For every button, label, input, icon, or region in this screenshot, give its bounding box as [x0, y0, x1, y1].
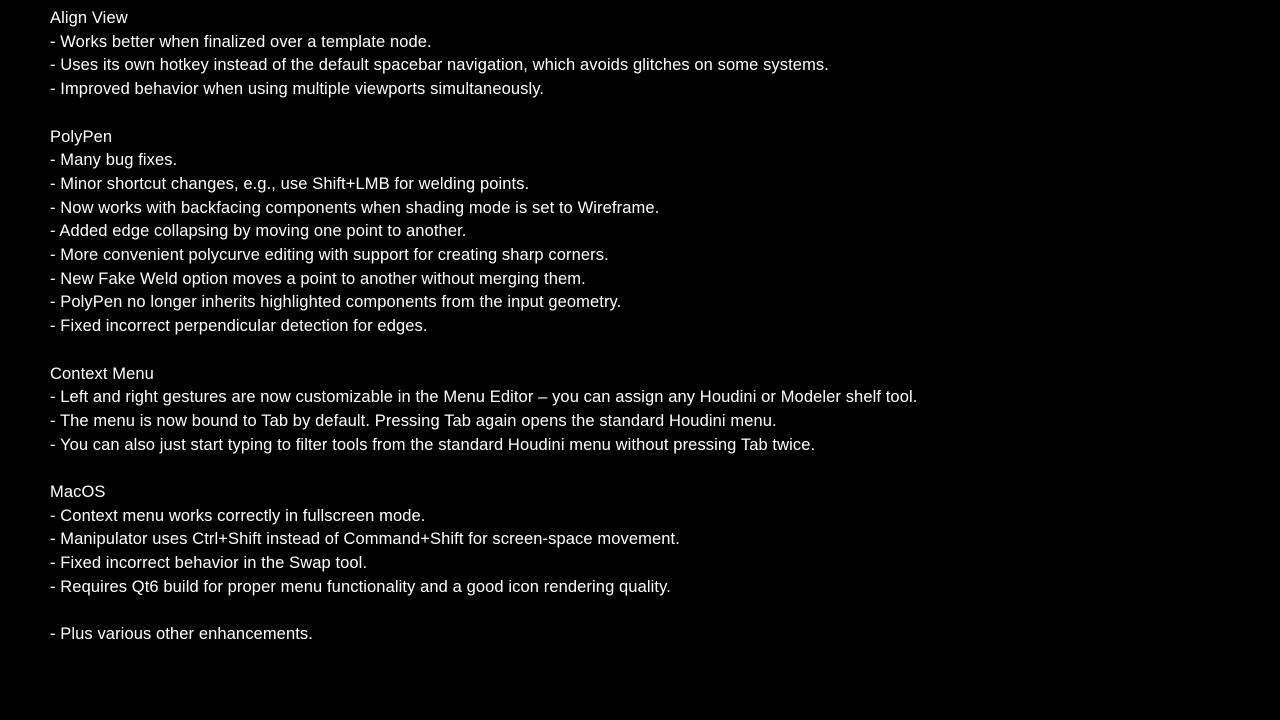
note-line: - Added edge collapsing by moving one point to another.	[50, 222, 467, 241]
note-line: - Context menu works correctly in fullscreen mode.	[50, 506, 426, 525]
note-line: - Fixed incorrect perpendicular detection for edges.	[50, 317, 428, 336]
section-polypen	[50, 126, 1240, 339]
note-line: - More convenient polycurve editing with support for creating sharp corners.	[50, 246, 609, 265]
note-line: - Plus various other enhancements.	[50, 625, 313, 644]
note-line: - Uses its own hotkey instead of the default spacebar navigation, which avoids glitches on some systems.	[50, 56, 829, 75]
note-line: - New Fake Weld option moves a point to another without merging them.	[50, 269, 586, 288]
section-context-menu	[50, 363, 1240, 458]
note-line: - Many bug fixes.	[50, 151, 178, 170]
note-line: - Works better when finalized over a template node.	[50, 32, 432, 51]
note-line: - Left and right gestures are now customizable in the Menu Editor – you can assign any Houdini or Modeler shelf tool.	[50, 388, 918, 407]
note-line: - You can also just start typing to filter tools from the standard Houdini menu without pressing Tab twice.	[50, 435, 816, 454]
section-heading: Align View	[50, 9, 128, 27]
note-line: - Manipulator uses Ctrl+Shift instead of Command+Shift for screen-space movement.	[50, 530, 680, 549]
section-heading: PolyPen	[50, 127, 113, 146]
note-line: - Improved behavior when using multiple viewports simultaneously.	[50, 80, 545, 99]
note-line: - Requires Qt6 build for proper menu functionality and a good icon rendering quality.	[50, 577, 671, 596]
note-line: - Fixed incorrect behavior in the Swap tool.	[50, 554, 368, 573]
note-line: - Now works with backfacing components when shading mode is set to Wireframe.	[50, 198, 660, 217]
note-line: - Minor shortcut changes, e.g., use Shift+LMB for welding points.	[50, 174, 530, 193]
section-align-view	[50, 7, 1240, 102]
section-macos	[50, 481, 1240, 600]
section-heading: MacOS	[50, 483, 106, 502]
note-line: - The menu is now bound to Tab by default. Pressing Tab again opens the standard Houdini menu.	[50, 411, 777, 430]
section-closing	[50, 623, 1240, 647]
note-line: - PolyPen no longer inherits highlighted components from the input geometry.	[50, 293, 622, 312]
section-heading: Context Menu	[50, 364, 154, 383]
